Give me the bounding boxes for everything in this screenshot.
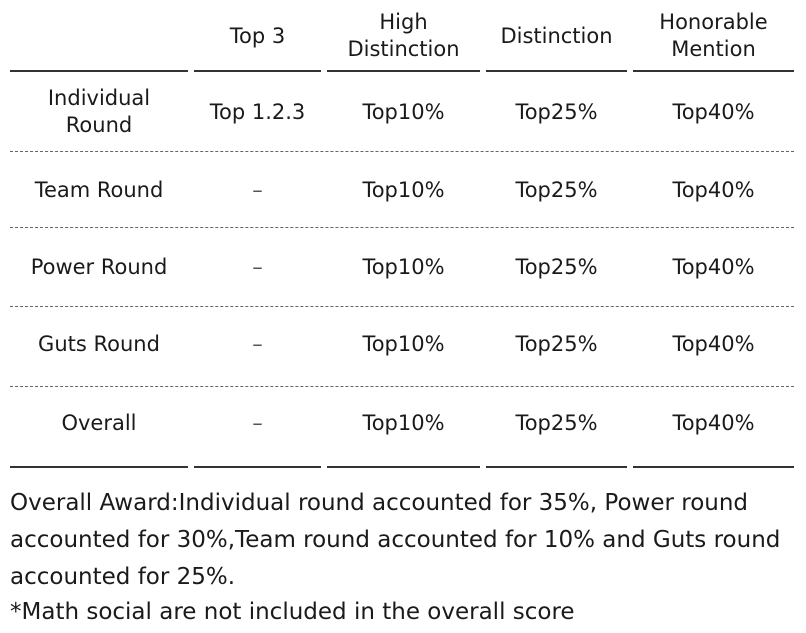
honorable-mention-value: Top40% (672, 410, 755, 435)
table-header-row (10, 0, 794, 72)
table-bottom-rule (10, 466, 188, 468)
top3-value: – (252, 178, 263, 202)
high-distinction-value: Top10% (362, 178, 445, 202)
table-bottom-rule (194, 466, 321, 468)
row-divider (10, 151, 794, 152)
overall-award-note: Overall Award:Individual round accounted for 35%, Power round accounted for 30%,Team round accounted for 10% and Guts round accounted for 25%. (10, 490, 781, 590)
table-row (10, 152, 794, 229)
awards-table (10, 0, 794, 463)
top3-value: Top 1.2.3 (209, 99, 306, 124)
row-divider (10, 227, 794, 228)
top3-value: – (252, 332, 263, 356)
high-distinction-value: Top10% (362, 99, 445, 124)
table-row (10, 383, 794, 463)
distinction-value: Top25% (515, 99, 598, 124)
round-name: Team Round (34, 178, 164, 202)
math-social-note: *Math social are not included in the overall score (10, 599, 575, 625)
round-name: Power Round (30, 255, 168, 279)
table-bottom-rule (633, 466, 794, 468)
row-divider (10, 386, 794, 387)
high-distinction-value: Top10% (362, 332, 445, 356)
row-divider (10, 306, 794, 307)
honorable-mention-value: Top40% (672, 255, 755, 279)
distinction-value: Top25% (515, 410, 598, 435)
header-honorable-mention: Honorable Mention (633, 0, 794, 72)
honorable-mention-value: Top40% (672, 178, 755, 202)
distinction-value: Top25% (515, 178, 598, 202)
header-distinction: Distinction (486, 0, 627, 72)
header-top3: Top 3 (194, 0, 321, 72)
round-name: Individual Round (47, 86, 151, 137)
table-bottom-rule (327, 466, 480, 468)
honorable-mention-value: Top40% (672, 99, 755, 124)
round-name: Overall (61, 410, 137, 435)
round-name: Guts Round (38, 332, 160, 356)
table-row (10, 72, 794, 152)
high-distinction-value: Top10% (362, 410, 445, 435)
top3-value: – (252, 410, 263, 435)
top3-value: – (252, 255, 263, 279)
high-distinction-value: Top10% (362, 255, 445, 279)
distinction-value: Top25% (515, 255, 598, 279)
header-empty (10, 0, 188, 72)
table-row (10, 306, 794, 383)
header-high-distinction: High Distinction (327, 0, 480, 72)
table-bottom-rule (486, 466, 627, 468)
honorable-mention-value: Top40% (672, 332, 755, 356)
table-row (10, 229, 794, 306)
distinction-value: Top25% (515, 332, 598, 356)
